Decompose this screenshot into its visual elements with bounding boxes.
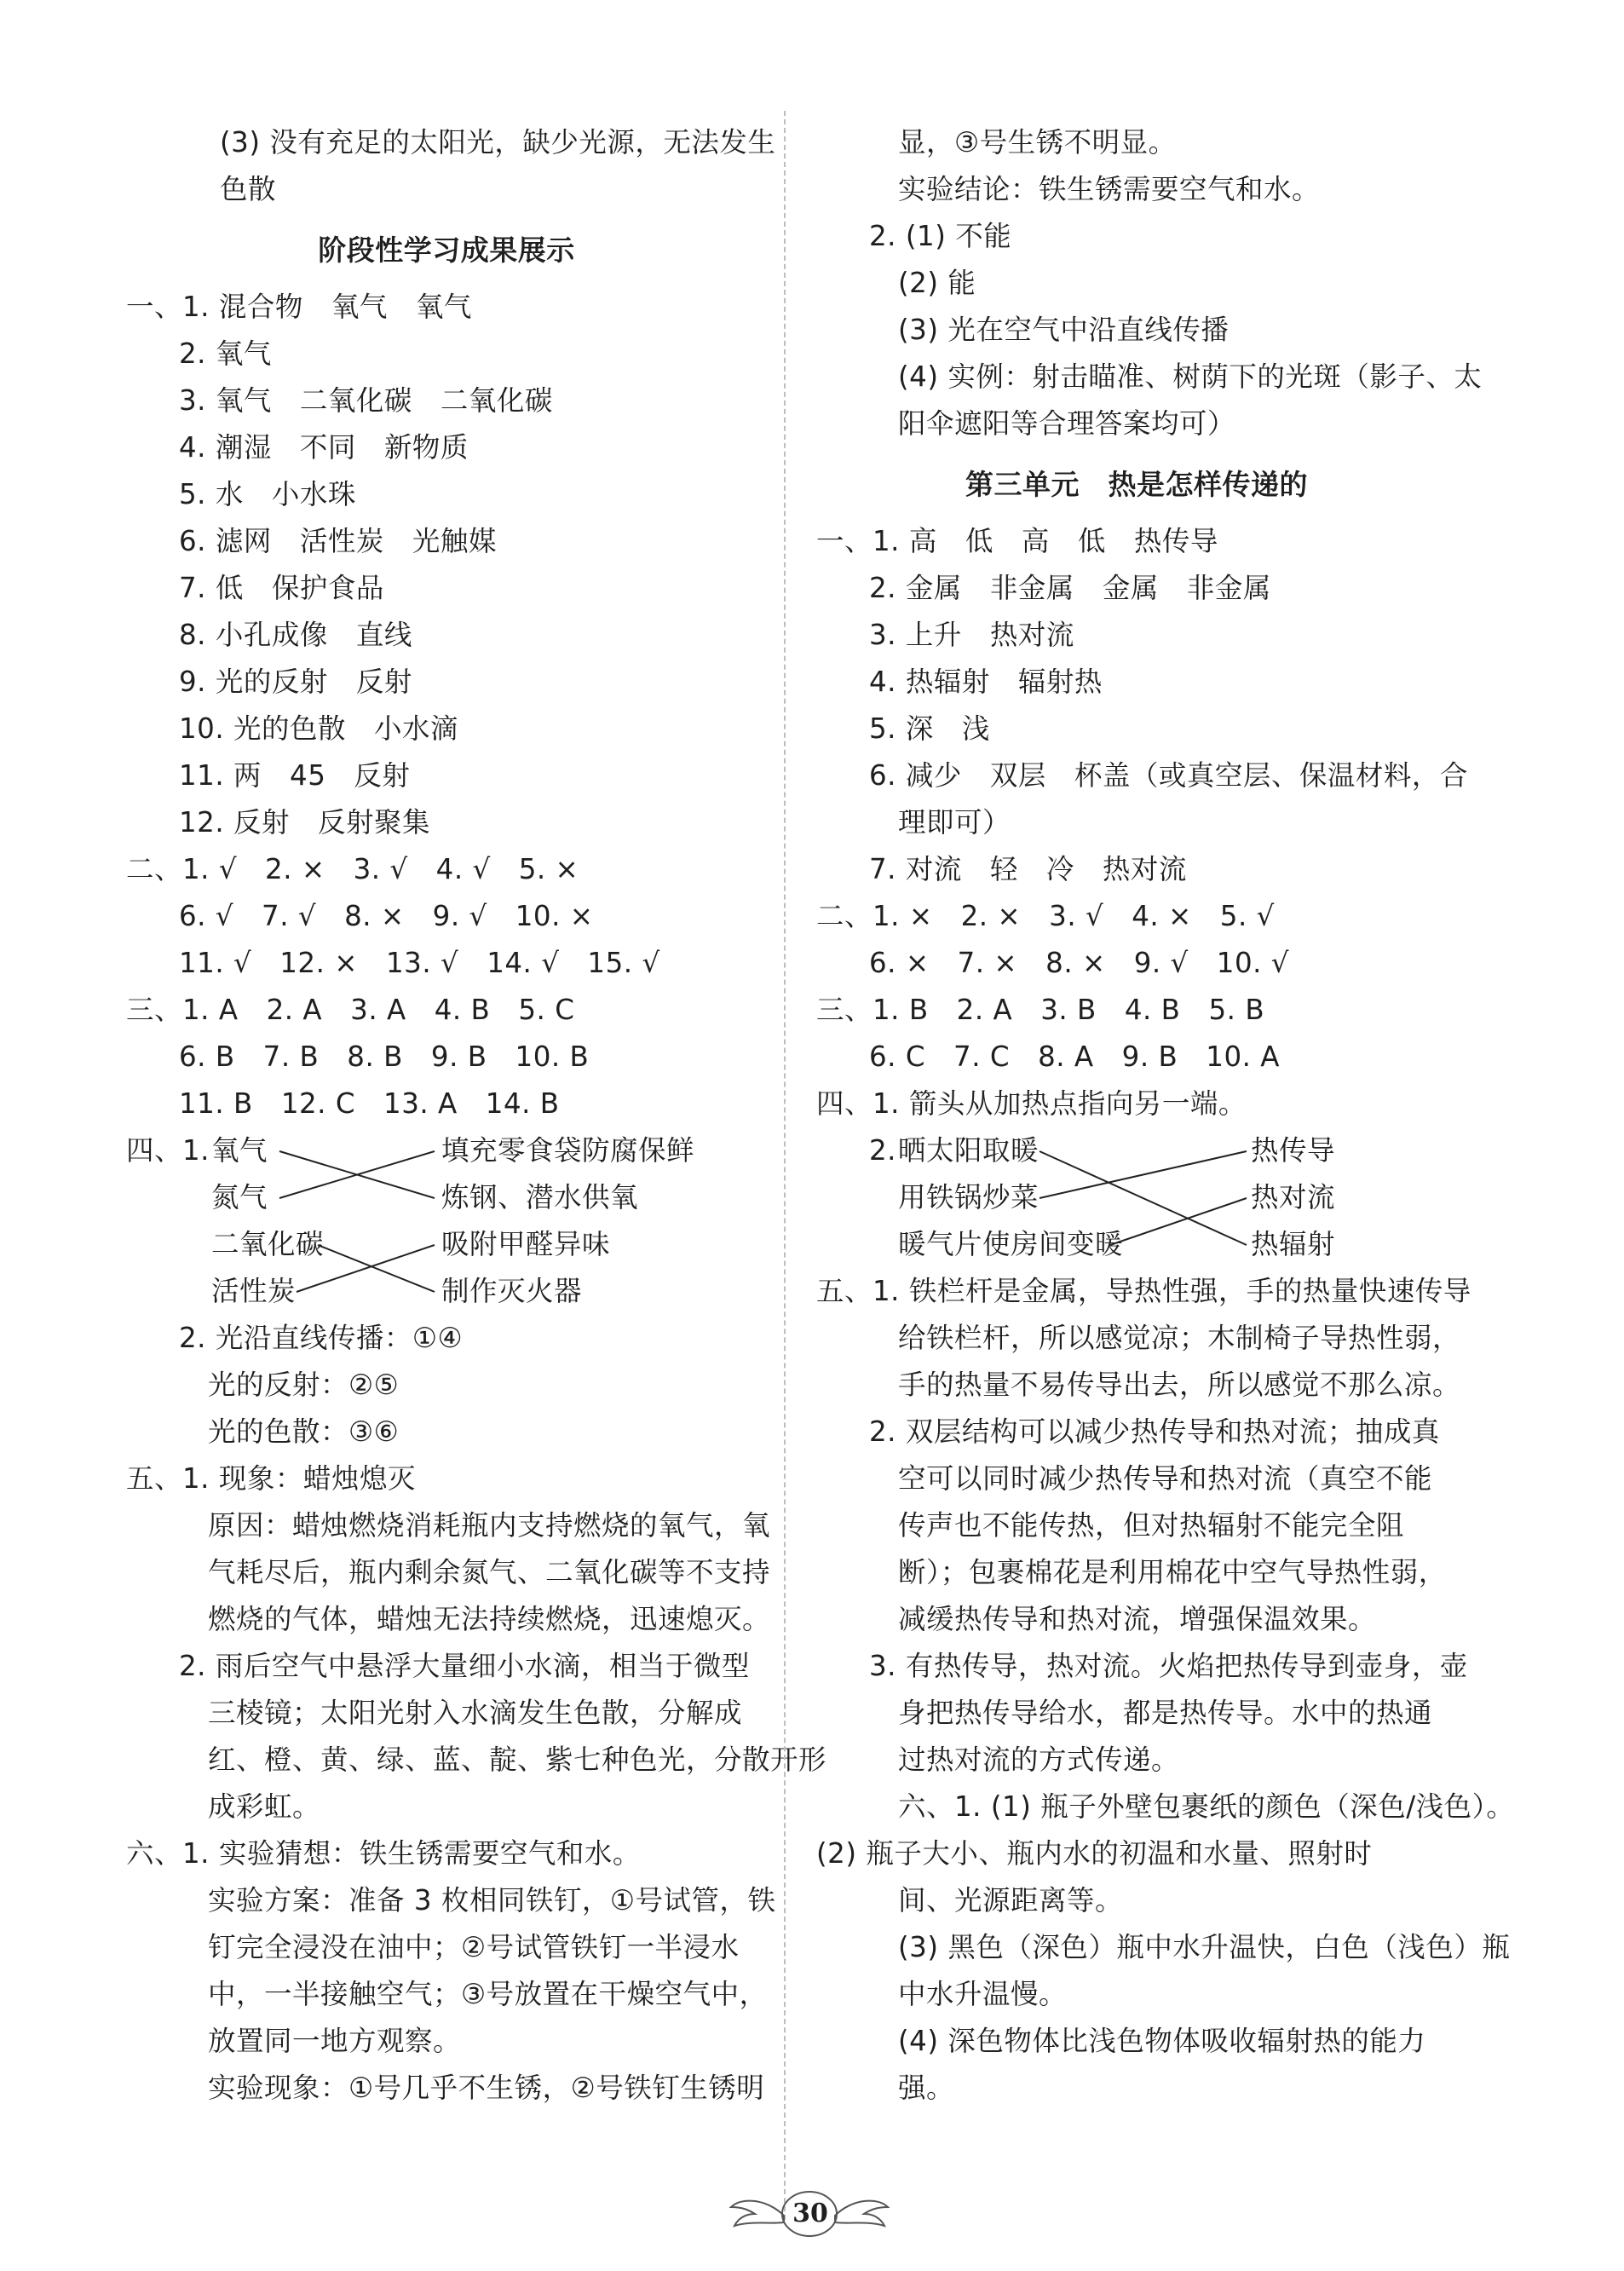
answer-line: 三、1. B 2. A 3. B 4. B 5. B [816,994,1265,1026]
left-column [126,119,827,2112]
answer-line: 六、1. 实验猜想：铁生锈需要空气和水。 [126,1837,641,1870]
match-left-item: 用铁锅炒菜 [898,1181,1039,1213]
match-line [1039,1151,1247,1245]
match-right-item: 制作灭火器 [441,1275,583,1307]
match-right-item: 炼钢、潜水供氧 [441,1181,639,1213]
answer-line: 6. B 7. B 8. B 9. B 10. B [179,1040,590,1073]
answer-line: (3) 没有充足的太阳光，缺少光源，无法发生 [220,126,776,159]
answer-line: 三、1. A 2. A 3. A 4. B 5. C [126,994,575,1026]
answer-line: 阳伞遮阳等合理答案均可） [898,407,1236,440]
answer-line: 四、1. 箭头从加热点指向另一端。 [816,1087,1247,1120]
match-right-item: 热传导 [1251,1134,1336,1167]
answer-line: 中，一半接触空气；③号放置在干燥空气中， [208,1978,768,2010]
answer-line: 2. (1) 不能 [869,220,1012,252]
answer-line: 三棱镜；太阳光射入水滴发生色散，分解成 [208,1697,743,1729]
match-line [318,1245,435,1292]
answer-line: 实验方案：准备 3 枚相同铁钉，①号试管，铁 [208,1884,776,1917]
match-line [1110,1198,1247,1245]
answer-line: 5. 水 小水珠 [179,478,356,510]
match-line [297,1245,435,1292]
match-lines [816,1127,1457,1268]
answer-line: 3. 上升 热对流 [869,619,1074,651]
answer-line: 显，③号生锈不明显。 [898,126,1177,159]
answer-line: 3. 有热传导，热对流。火焰把热传导到壶身，壶 [869,1650,1468,1682]
match-lines [126,1127,767,1315]
matching-question [816,1127,1457,1268]
answer-line: 强。 [898,2072,955,2104]
answer-line: 实验现象：①号几乎不生锈，②号铁钉生锈明 [208,2072,765,2104]
answer-line: 9. 光的反射 反射 [179,666,412,698]
answer-line: 放置同一地方观察。 [208,2025,462,2057]
answer-line: 手的热量不易传导出去，所以感觉不那么凉。 [898,1369,1461,1401]
answer-line: 气耗尽后，瓶内剩余氮气、二氧化碳等不支持 [208,1556,771,1588]
answer-line: 11. 两 45 反射 [179,759,411,792]
answer-line: 2. 雨后空气中悬浮大量细小水滴，相当于微型 [179,1650,750,1682]
answer-line: 光的反射：②⑤ [208,1369,400,1401]
answer-line: 五、1. 现象：蜡烛熄灭 [126,1462,416,1495]
answer-line: 过热对流的方式传递。 [898,1744,1180,1776]
answer-line: 11. √ 12. × 13. √ 14. √ 15. √ [179,947,660,979]
answer-line: 6. C 7. C 8. A 9. B 10. A [869,1040,1281,1073]
answer-line: 5. 深 浅 [869,712,990,745]
answer-line: 12. 反射 反射聚集 [179,806,431,839]
answer-line: 2. 光沿直线传播：①④ [179,1322,464,1354]
matching-question [126,1127,767,1315]
answer-line: 一、1. 高 低 高 低 热传导 [816,525,1218,557]
answer-line: 间、光源距离等。 [898,1884,1124,1917]
page-number-badge [724,2182,895,2250]
answer-line: 6. 滤网 活性炭 光触媒 [179,525,497,557]
section-title: 第三单元 热是怎样传递的 [965,468,1308,501]
answer-line: 6. √ 7. √ 8. × 9. √ 10. × [179,900,594,932]
answer-line: 成彩虹。 [208,1790,321,1823]
answer-line: (4) 实例：射击瞄准、树荫下的光斑（影子、太 [898,360,1483,393]
right-column [816,119,1515,2112]
answer-line: 10. 光的色散 小水滴 [179,712,459,745]
match-left-item: 活性炭 [211,1275,297,1307]
match-left-item: 晒太阳取暖 [898,1134,1039,1167]
answer-line: 传声也不能传热，但对热辐射不能完全阻 [898,1509,1405,1542]
answer-line: 给铁栏杆，所以感觉凉；木制椅子导热性弱， [898,1322,1461,1354]
answer-line: 空可以同时减少热传导和热对流（真空不能 [898,1462,1433,1495]
answer-line: 实验结论：铁生锈需要空气和水。 [898,173,1321,205]
answer-line: 光的色散：③⑥ [208,1415,400,1448]
answer-line: 二、1. × 2. × 3. √ 4. × 5. √ [816,900,1275,932]
answer-line: 断）；包裹棉花是利用棉花中空气导热性弱， [898,1556,1447,1588]
section-title: 阶段性学习成果展示 [318,233,575,267]
match-left-item: 氧气 [211,1134,268,1167]
answer-line: 3. 氧气 二氧化碳 二氧化碳 [179,384,553,417]
answer-line: 理即可） [898,806,1011,839]
match-left-item: 氮气 [211,1181,268,1213]
answer-line: 7. 对流 轻 冷 热对流 [869,853,1187,885]
match-right-item: 吸附甲醛异味 [441,1228,611,1260]
question-number: 四、1. [126,1134,210,1167]
answer-line: 7. 低 保护食品 [179,572,384,604]
answer-line: 11. B 12. C 13. A 14. B [179,1087,560,1120]
answer-line: 原因：蜡烛燃烧消耗瓶内支持燃烧的氧气，氧 [208,1509,771,1542]
answer-line: 减缓热传导和热对流，增强保温效果。 [898,1603,1377,1635]
match-right-item: 热对流 [1251,1181,1336,1213]
match-right-item: 热辐射 [1251,1228,1336,1260]
answer-line: 4. 热辐射 辐射热 [869,666,1103,698]
match-left-item: 暖气片使房间变暖 [898,1228,1124,1260]
column-divider [784,111,786,2220]
answer-line: 2. 氧气 [179,337,272,370]
answer-line: 8. 小孔成像 直线 [179,619,412,651]
answer-line: 五、1. 铁栏杆是金属，导热性强，手的热量快速传导 [816,1275,1471,1307]
answer-line: 燃烧的气体，蜡烛无法持续燃烧，迅速熄灭。 [208,1603,771,1635]
answer-line: (2) 瓶子大小、瓶内水的初温和水量、照射时 [816,1837,1373,1870]
page-number: 30 [792,2199,828,2228]
answer-line: 二、1. √ 2. × 3. √ 4. √ 5. × [126,853,579,885]
answer-line: (4) 深色物体比浅色物体吸收辐射热的能力 [898,2025,1426,2057]
match-left-item: 二氧化碳 [211,1228,325,1260]
answer-line: 六、1. (1) 瓶子外壁包裹纸的颜色（深色/浅色）。 [898,1790,1515,1823]
answer-line: 中水升温慢。 [898,1978,1068,2010]
answer-line: 身把热传导给水，都是热传导。水中的热通 [898,1697,1433,1729]
answer-line: 一、1. 混合物 氧气 氧气 [126,291,472,323]
answer-line: (3) 光在空气中沿直线传播 [898,314,1230,346]
answer-line: 红、橙、黄、绿、蓝、靛、紫七种色光，分散开形 [208,1744,827,1776]
answer-line: 2. 双层结构可以减少热传导和热对流；抽成真 [869,1415,1440,1448]
match-line [1039,1151,1247,1198]
answer-line: 6. × 7. × 8. × 9. √ 10. √ [869,947,1289,979]
answer-line: 钉完全浸没在油中；②号试管铁钉一半浸水 [208,1931,740,1963]
match-right-item: 填充零食袋防腐保鲜 [441,1134,695,1167]
answer-line: 色散 [220,173,277,205]
answer-line: 2. 金属 非金属 金属 非金属 [869,572,1271,604]
answer-line: (3) 黑色（深色）瓶中水升温快，白色（浅色）瓶 [898,1931,1511,1963]
question-number: 2. [869,1134,897,1167]
answer-line: 4. 潮湿 不同 新物质 [179,431,469,464]
answer-line: 6. 减少 双层 杯盖（或真空层、保温材料，合 [869,759,1468,792]
answer-line: (2) 能 [898,267,976,299]
